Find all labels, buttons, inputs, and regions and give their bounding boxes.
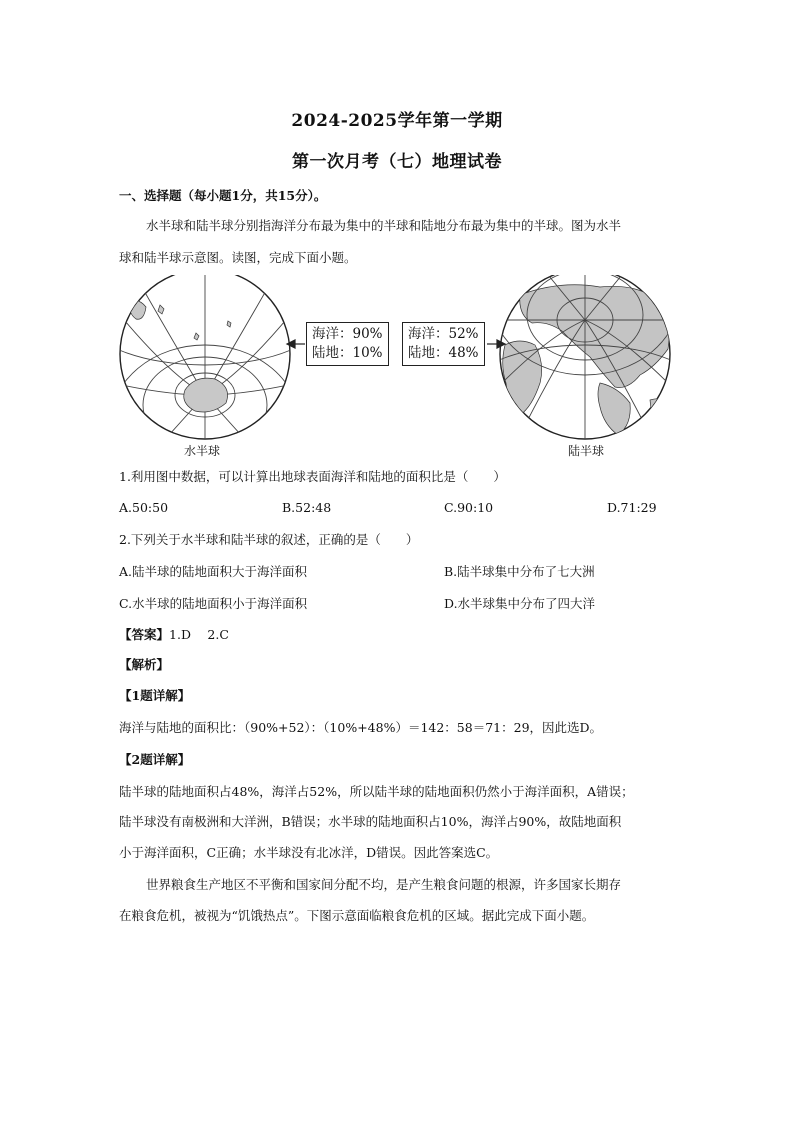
analysis-label: 【解析】 xyxy=(119,657,170,672)
section-heading: 一、选择题（每小题1分，共15分）。 xyxy=(119,188,327,203)
water-land-percent: 陆地：10% xyxy=(312,345,383,361)
question-1-option-c: C.90:10 xyxy=(444,500,494,515)
hemispheres-graphic xyxy=(0,275,794,475)
detail-2-line-3: 小于海洋面积，C正确；水半球没有北冰洋，D错误。因此答案选C。 xyxy=(119,845,499,860)
intro-line-2: 球和陆半球示意图。读图，完成下面小题。 xyxy=(119,250,357,265)
detail-1-text: 海洋与陆地的面积比：（90%+52）：（10%+48%）＝142：58＝71：29，因此选D。 xyxy=(119,720,603,735)
water-ocean-percent: 海洋：90% xyxy=(312,326,383,342)
question-2-option-c: C.水半球的陆地面积小于海洋面积 xyxy=(119,596,308,611)
question-1-stem: 1.利用图中数据，可以计算出地球表面海洋和陆地的面积比是（ ） xyxy=(119,469,506,484)
answer-line xyxy=(119,625,229,643)
question-2-option-a: A.陆半球的陆地面积大于海洋面积 xyxy=(119,564,308,579)
question-2-option-d: D.水半球集中分布了四大洋 xyxy=(444,596,596,611)
land-hemisphere-label: 陆半球 xyxy=(568,444,605,458)
answer-text: 1.D 2.C xyxy=(169,627,229,642)
detail-2-label: 【2题详解】 xyxy=(119,752,191,767)
land-hemisphere-globe xyxy=(465,275,705,445)
water-hemisphere-stats xyxy=(306,322,389,366)
exam-title-line1: 2024-2025学年第一学期 xyxy=(291,111,503,131)
question-1-option-a: A.50:50 xyxy=(119,500,169,515)
detail-2-line-1: 陆半球的陆地面积占48%，海洋占52%，所以陆半球的陆地面积仍然小于海洋面积，A错误； xyxy=(119,784,634,799)
question-1-option-d: D.71:29 xyxy=(607,500,657,515)
intro-line-1: 水半球和陆半球分别指海洋分布最为集中的半球和陆地分布最为集中的半球。图为水半 xyxy=(146,218,622,233)
detail-2-line-2: 陆半球没有南极洲和大洋洲，B错误；水半球的陆地面积占10%，海洋占90%，故陆地面积 xyxy=(119,814,622,829)
detail-1-label: 【1题详解】 xyxy=(119,688,191,703)
land-hemisphere-stats xyxy=(402,322,485,366)
question-2-stem: 2.下列关于水半球和陆半球的叙述，正确的是（ ） xyxy=(119,532,419,547)
passage-line-2: 在粮食危机，被视为“饥饿热点”。下图示意面临粮食危机的区域。据此完成下面小题。 xyxy=(119,908,595,923)
water-hemisphere-label: 水半球 xyxy=(184,444,221,458)
exam-title-line2: 第一次月考（七）地理试卷 xyxy=(292,152,502,172)
answer-label: 【答案】 xyxy=(119,627,170,642)
question-2-option-b: B.陆半球集中分布了七大洲 xyxy=(444,564,595,579)
land-ocean-percent: 海洋：52% xyxy=(408,326,479,342)
passage-line-1: 世界粮食生产地区不平衡和国家间分配不均，是产生粮食问题的根源，许多国家长期存 xyxy=(146,877,622,892)
question-1-option-b: B.52:48 xyxy=(282,500,332,515)
land-land-percent: 陆地：48% xyxy=(408,345,479,361)
